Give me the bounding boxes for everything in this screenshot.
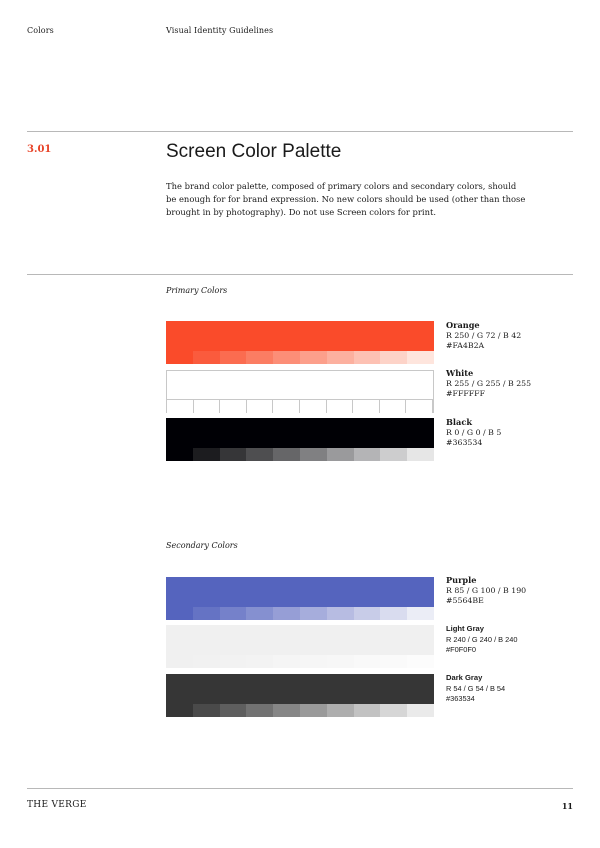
color-info-light-gray	[446, 624, 518, 656]
tint-swatch	[220, 448, 247, 461]
color-hex: #363534	[446, 438, 483, 447]
divider	[27, 788, 573, 789]
color-info-white	[446, 368, 531, 400]
tint-swatch	[300, 607, 327, 620]
tint-swatch	[327, 655, 354, 668]
tint-swatch	[166, 655, 193, 668]
tint-strip	[166, 655, 434, 668]
swatch-orange	[166, 321, 434, 364]
color-info-dark-gray	[446, 673, 505, 705]
tint-swatch	[246, 351, 273, 364]
color-info-orange	[446, 320, 521, 352]
tint-strip	[166, 351, 434, 364]
tint-swatch	[246, 607, 273, 620]
tint-swatch	[300, 448, 327, 461]
intro-paragraph: The brand color palette, composed of primary colors and secondary colors, should be enough for for brand expression. No new colors should be used (other than those brought in by photography). Do not use Screen colors for print.	[166, 181, 526, 217]
color-hex: #5564BE	[446, 596, 484, 605]
tint-swatch	[193, 655, 220, 668]
footer-brand: THE VERGE	[27, 800, 87, 810]
tint-swatch	[354, 704, 381, 717]
tint-swatch	[407, 655, 434, 668]
color-hex: #F0F0F0	[446, 645, 476, 654]
tint-swatch	[167, 400, 194, 413]
swatch-black	[166, 418, 434, 461]
swatch-white	[166, 370, 434, 413]
tint-swatch	[166, 607, 193, 620]
tint-strip	[166, 704, 434, 717]
color-rgb: R 54 / G 54 / B 54	[446, 683, 506, 693]
color-info-purple	[446, 575, 526, 607]
tint-swatch	[273, 655, 300, 668]
tint-swatch	[406, 400, 433, 413]
tint-swatch	[193, 607, 220, 620]
header-section-label: Colors	[27, 26, 54, 35]
tint-swatch	[193, 448, 220, 461]
swatch-dark-gray	[166, 674, 434, 717]
tint-swatch	[194, 400, 221, 413]
tint-swatch	[220, 655, 247, 668]
tint-swatch	[407, 607, 434, 620]
tint-swatch	[273, 448, 300, 461]
tint-swatch	[354, 351, 381, 364]
tint-swatch	[193, 704, 220, 717]
color-hex: #363534	[446, 694, 475, 703]
color-name: Light Gray	[446, 624, 484, 633]
color-hex: #FFFFFF	[446, 389, 485, 398]
tint-swatch	[273, 607, 300, 620]
swatch-main-color	[166, 625, 434, 655]
tint-swatch	[380, 448, 407, 461]
tint-swatch	[220, 351, 247, 364]
color-name: Purple	[446, 575, 477, 585]
divider	[27, 274, 573, 275]
swatch-main-color	[166, 321, 434, 351]
color-name: White	[446, 368, 474, 378]
tint-swatch	[300, 400, 327, 413]
color-rgb: R 250 / G 72 / B 42	[446, 330, 522, 340]
tint-swatch	[380, 351, 407, 364]
tint-swatch	[220, 400, 247, 413]
swatch-purple	[166, 577, 434, 620]
tint-swatch	[380, 607, 407, 620]
tint-swatch	[166, 448, 193, 461]
tint-swatch	[407, 704, 434, 717]
swatch-light-gray	[166, 625, 434, 668]
tint-swatch	[327, 448, 354, 461]
tint-swatch	[220, 607, 247, 620]
tint-swatch	[407, 448, 434, 461]
color-rgb: R 85 / G 100 / B 190	[446, 585, 527, 595]
tint-strip	[166, 400, 434, 413]
color-name: Orange	[446, 320, 480, 330]
header-document-title: Visual Identity Guidelines	[166, 26, 274, 35]
tint-swatch	[273, 704, 300, 717]
page-title: Screen Color Palette	[166, 141, 342, 162]
tint-strip	[166, 607, 434, 620]
swatch-main-color	[166, 674, 434, 704]
color-name: Dark Gray	[446, 673, 483, 682]
tint-swatch	[273, 400, 300, 413]
tint-swatch	[246, 704, 273, 717]
tint-swatch	[380, 655, 407, 668]
tint-swatch	[327, 351, 354, 364]
swatch-main-color	[166, 370, 434, 400]
tint-swatch	[300, 655, 327, 668]
primary-colors-label: Primary Colors	[166, 286, 228, 295]
tint-swatch	[327, 400, 354, 413]
tint-swatch	[166, 351, 193, 364]
tint-swatch	[220, 704, 247, 717]
page-number: 11	[561, 801, 573, 811]
tint-swatch	[380, 400, 407, 413]
tint-swatch	[246, 448, 273, 461]
tint-swatch	[354, 655, 381, 668]
tint-swatch	[246, 655, 273, 668]
tint-swatch	[353, 400, 380, 413]
tint-swatch	[407, 351, 434, 364]
tint-swatch	[354, 607, 381, 620]
section-number: 3.01	[27, 144, 52, 155]
tint-swatch	[193, 351, 220, 364]
color-rgb: R 255 / G 255 / B 255	[446, 378, 532, 388]
tint-swatch	[273, 351, 300, 364]
color-info-black	[446, 417, 501, 449]
divider	[27, 131, 573, 132]
swatch-main-color	[166, 577, 434, 607]
secondary-colors-label: Secondary Colors	[166, 541, 238, 550]
color-hex: #FA4B2A	[446, 341, 485, 350]
tint-swatch	[327, 704, 354, 717]
tint-swatch	[300, 704, 327, 717]
color-rgb: R 0 / G 0 / B 5	[446, 427, 502, 437]
tint-strip	[166, 448, 434, 461]
color-name: Black	[446, 417, 472, 427]
swatch-main-color	[166, 418, 434, 448]
tint-swatch	[327, 607, 354, 620]
tint-swatch	[380, 704, 407, 717]
tint-swatch	[247, 400, 274, 413]
tint-swatch	[354, 448, 381, 461]
tint-swatch	[300, 351, 327, 364]
color-rgb: R 240 / G 240 / B 240	[446, 634, 518, 644]
tint-swatch	[166, 704, 193, 717]
